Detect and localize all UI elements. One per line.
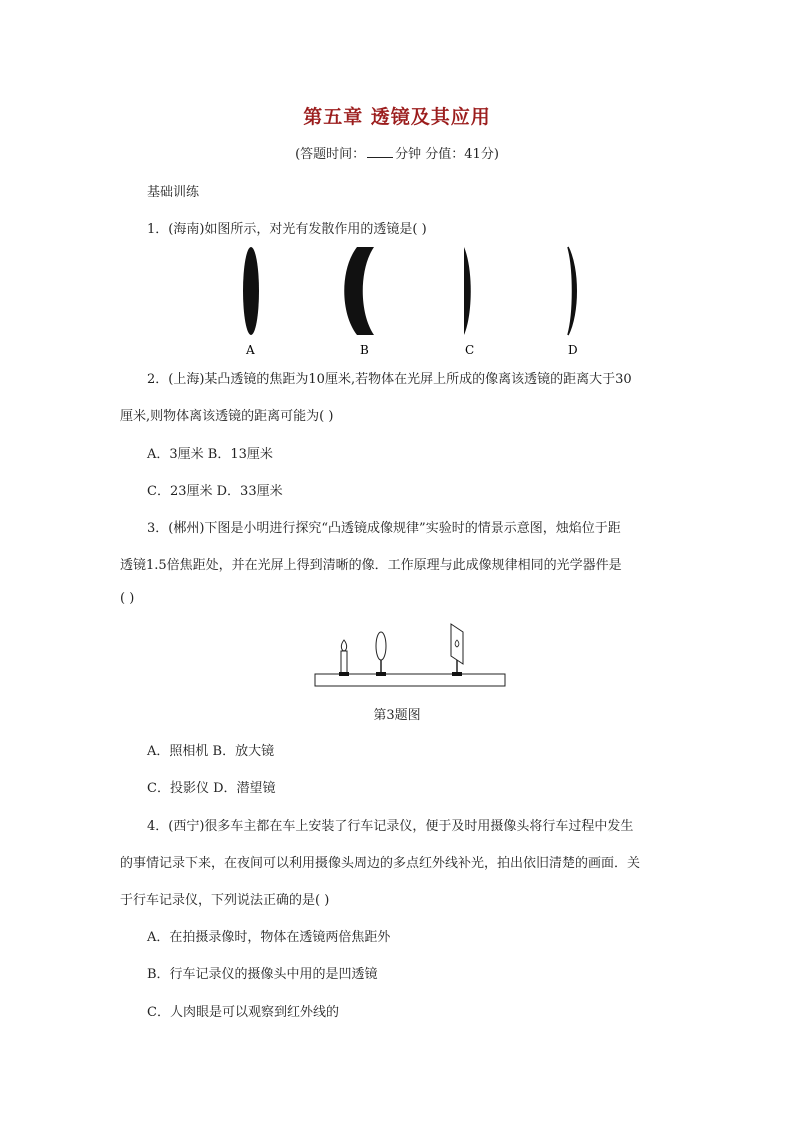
lens-d-shape <box>568 247 576 335</box>
q2-line2: 厘米,则物体离该透镜的距离可能为( ) <box>120 409 334 424</box>
q3-optical-bench-figure <box>312 618 510 690</box>
answer-time-note <box>0 143 794 162</box>
q1-lens-figure <box>230 244 590 359</box>
q3-figure-caption: 第3题图 <box>373 708 421 723</box>
q4-option-b: B．行车记录仪的摄像头中用的是凹透镜 <box>147 967 378 982</box>
lens-holder <box>376 672 386 676</box>
q3-options-cd: C．投影仪 D．潜望镜 <box>147 781 276 796</box>
lens-b-shape <box>344 247 374 335</box>
q2-options-ab: A．3厘米 B．13厘米 <box>147 447 273 462</box>
lens-c-shape <box>464 247 471 335</box>
lens-icon <box>376 632 386 660</box>
q1-text: 1．(海南)如图所示，对光有发散作用的透镜是( ) <box>147 222 427 237</box>
lens-label-a: A <box>246 343 255 357</box>
lens-label-d: D <box>568 343 578 357</box>
candle-icon <box>341 651 347 673</box>
q4-line3: 于行车记录仪，下列说法正确的是( ) <box>120 893 330 908</box>
lens-a-shape <box>243 247 259 335</box>
page-title: 第五章 透镜及其应用 <box>303 106 491 128</box>
q2-line1: 2．(上海)某凸透镜的焦距为10厘米,若物体在光屏上所成的像离该透镜的距离大于30 <box>147 372 632 387</box>
lens-label-b: B <box>360 343 369 357</box>
q3-options-ab: A．照相机 B．放大镜 <box>147 744 275 759</box>
time-blank <box>367 156 393 158</box>
screen-holder <box>452 672 462 676</box>
flame-icon <box>341 640 346 651</box>
q4-option-c: C．人肉眼是可以观察到红外线的 <box>147 1005 339 1020</box>
subtitle-suffix: 分钟 分值：41分) <box>395 147 499 162</box>
q2-options-cd: C．23厘米 D．33厘米 <box>147 484 283 499</box>
q4-option-a: A．在拍摄录像时，物体在透镜两倍焦距外 <box>147 930 391 945</box>
q3-line2: 透镜1.5倍焦距处，并在光屏上得到清晰的像．工作原理与此成像规律相同的光学器件是 <box>120 558 622 573</box>
subtitle-prefix: (答题时间： <box>295 147 366 162</box>
q4-line1: 4．(西宁)很多车主都在车上安装了行车记录仪，便于及时用摄像头将行车过程中发生 <box>147 819 634 834</box>
lens-label-c: C <box>465 343 475 357</box>
candle-holder <box>339 672 349 676</box>
screen-image-flame <box>455 640 459 647</box>
q3-line3: ( ) <box>120 591 135 606</box>
section-heading: 基础训练 <box>147 185 200 200</box>
q4-line2: 的事情记录下来，在夜间可以利用摄像头周边的多点红外线补光，拍出依旧清楚的画面．关 <box>120 856 641 871</box>
q3-line1: 3．(郴州)下图是小明进行探究“凸透镜成像规律”实验时的情景示意图，烛焰位于距 <box>147 521 621 536</box>
